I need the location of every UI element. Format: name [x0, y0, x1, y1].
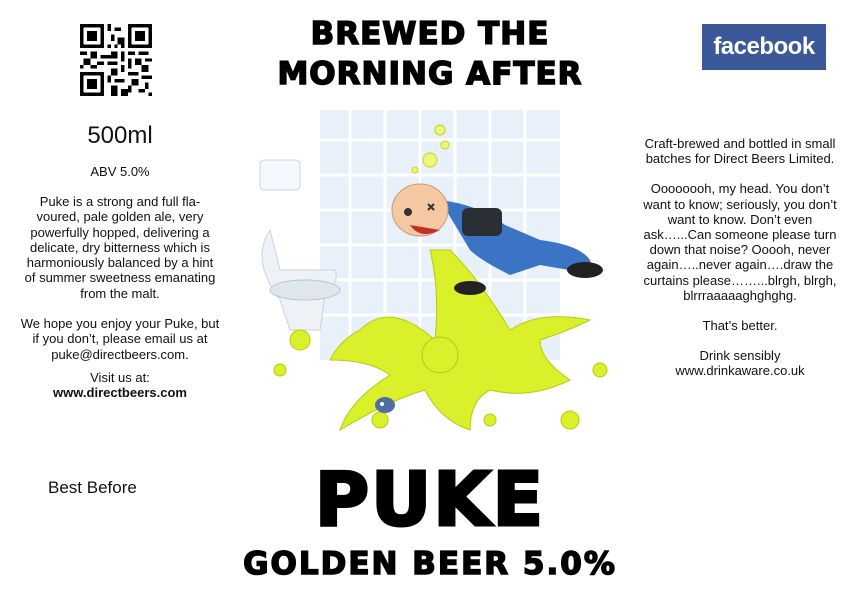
- volume-label: 500ml: [87, 122, 153, 149]
- relief-text: That’s better.: [702, 318, 778, 334]
- beer-description: [20, 194, 220, 377]
- fish-icon: [375, 397, 395, 413]
- product-name: PUKE: [314, 457, 546, 543]
- facebook-button[interactable]: facebook: [702, 24, 826, 70]
- visit-block: [20, 370, 220, 401]
- abv-label: ABV 5.0%: [90, 164, 150, 179]
- puking-man-illustration: [240, 100, 620, 440]
- brewer-text: Craft-brewed and bottled in small batches for Direct Beers Limited.: [644, 136, 836, 167]
- headline: [230, 14, 630, 94]
- story-text: Oooooooh, my head. You don’t want to know; seriously, you don’t want to know. Don’t even ask…...Can someone please turn down that noise? Ooooh, never again…..never again….draw the curtains please……...blrgh, blrgh, blrrraaaaaghghghg.: [643, 181, 837, 303]
- visit-label: Visit us at:: [90, 370, 150, 385]
- drinkaware-link[interactable]: www.drinkaware.co.uk: [675, 363, 805, 379]
- description-text: Puke is a strong and full fla-voured, pale golden ale, very powerfully hopped, delivering a delicate, dry bitterness which is harmoniously balanced by a hint of summer sweetness emanating from the malt.: [24, 194, 216, 301]
- contact-text: We hope you enjoy your Puke, but if you don’t, please email us at puke@directbeers.com.: [20, 316, 220, 362]
- headline-line-2: MORNING AFTER: [277, 56, 583, 92]
- product-subtitle: GOLDEN BEER 5.0%: [243, 546, 617, 582]
- right-panel: [640, 136, 840, 379]
- headline-line-1: BREWED THE: [310, 16, 550, 52]
- best-before-label: Best Before: [48, 478, 137, 497]
- drink-sensibly-block: [640, 348, 840, 378]
- qr-code-image: [80, 24, 152, 96]
- website-link[interactable]: www.directbeers.com: [53, 385, 187, 401]
- drink-sensibly-text: Drink sensibly: [699, 348, 781, 364]
